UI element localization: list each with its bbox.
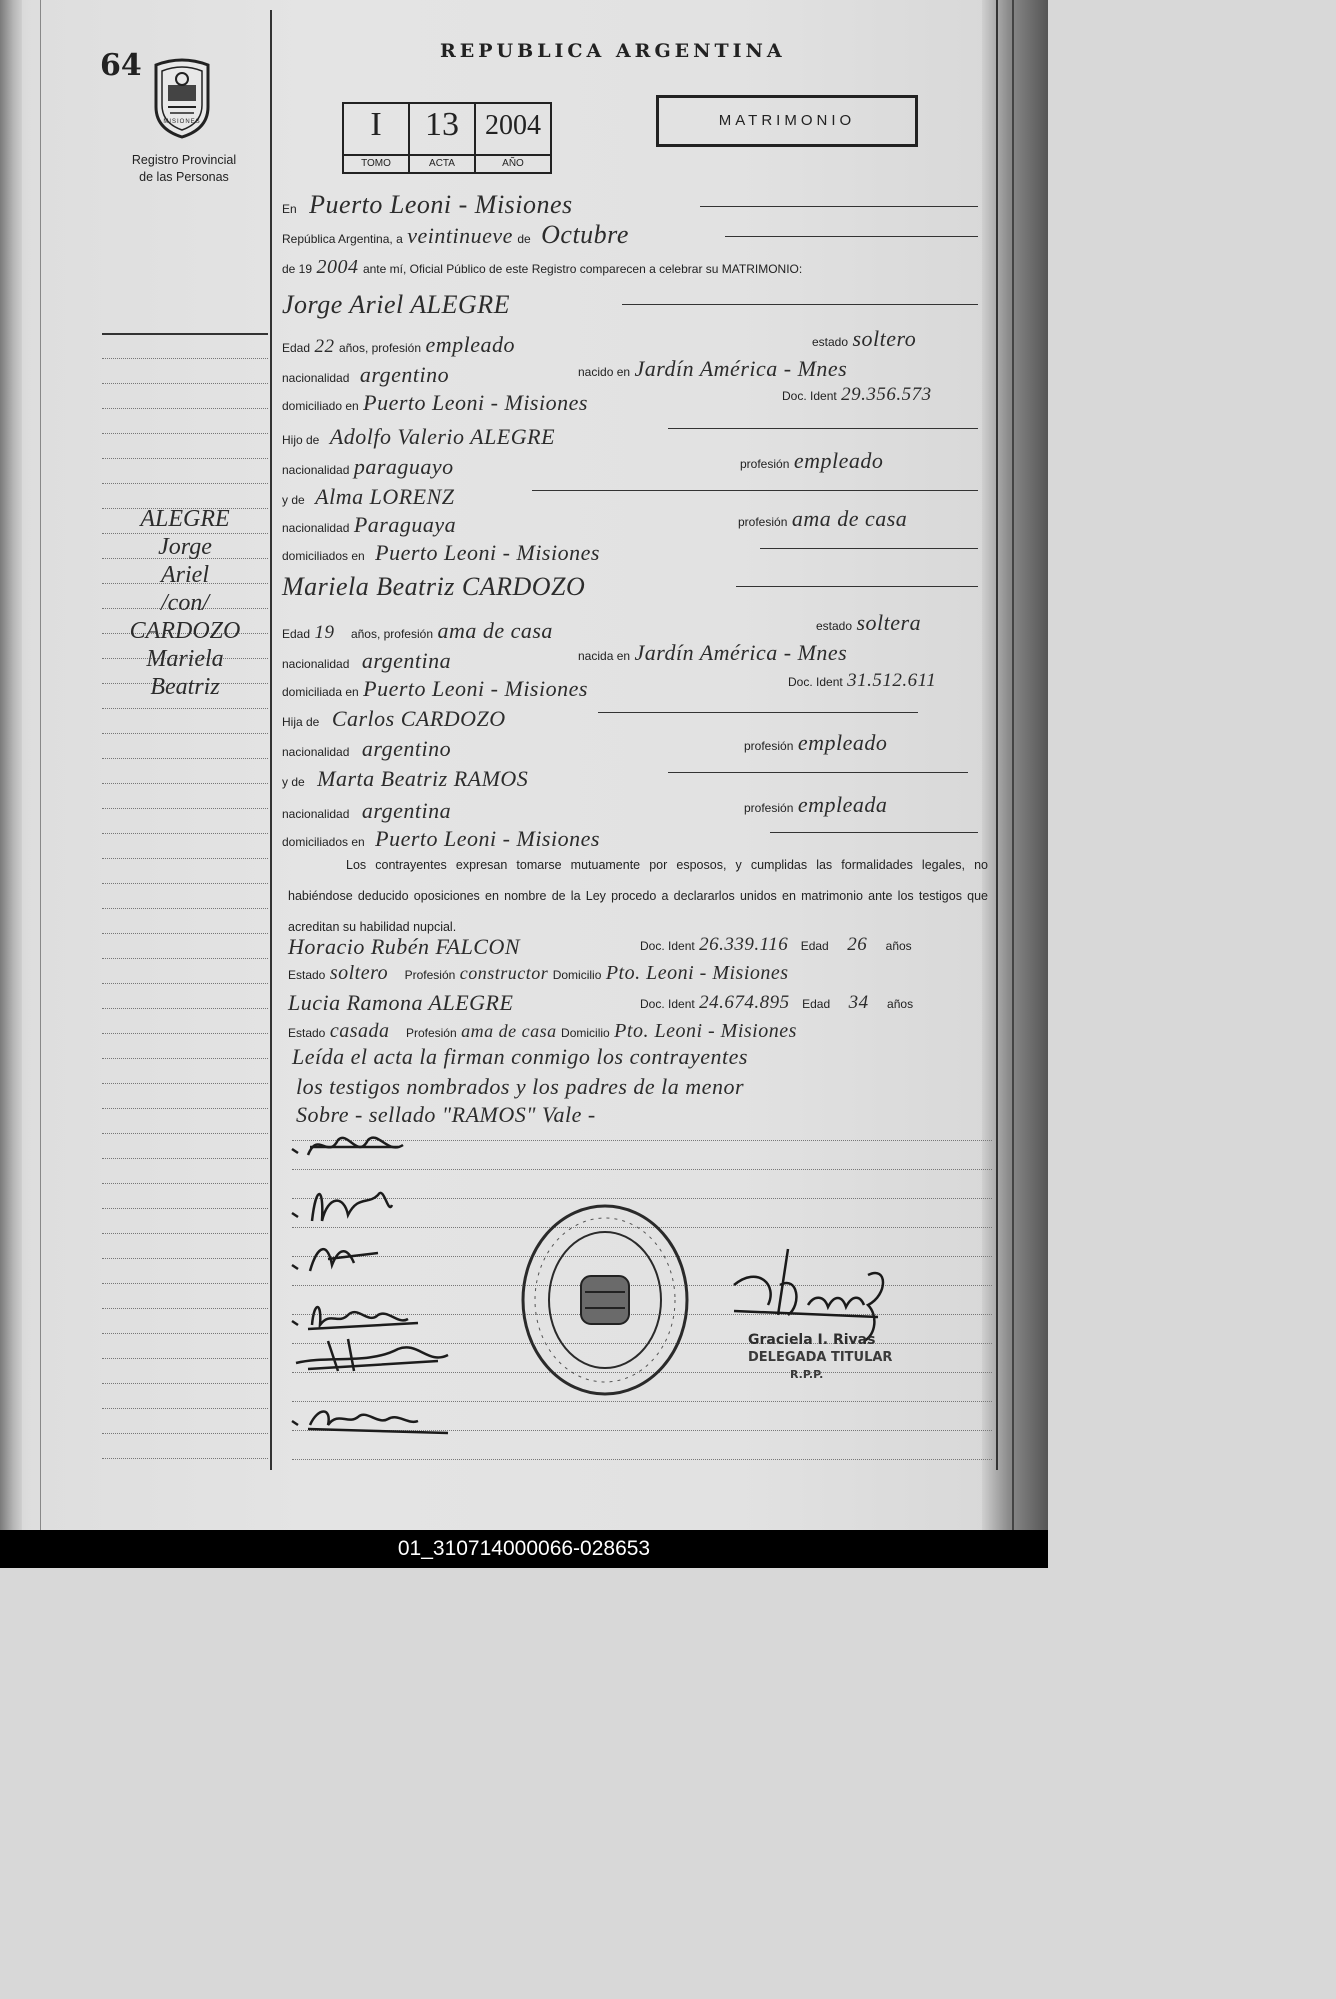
registry-line-2: de las Personas: [139, 170, 229, 184]
bride-mother-nac-row: [282, 798, 451, 824]
groom-nacido-label: nacido en: [578, 365, 631, 379]
place-fill-line: [700, 206, 978, 207]
groom-estado-row: [812, 326, 916, 352]
groom-mother-label: y de: [282, 493, 305, 507]
bride-mother-prof: empleada: [797, 792, 888, 817]
bride-profesion: ama de casa: [437, 618, 553, 643]
groom-father-nac-row: [282, 454, 454, 480]
groom-mother-prof: ama de casa: [791, 506, 908, 531]
footer-id: 01_310714000066-028653: [397, 1537, 651, 1560]
margin-rule: [102, 1283, 268, 1284]
margin-rule-top: [102, 333, 268, 335]
bride-mother-label: y de: [282, 775, 305, 789]
closing-note-line: Leída el acta la firman conmigo los contrayentes: [292, 1044, 748, 1069]
margin-rule: [102, 1308, 268, 1309]
groom-domicilio: Puerto Leoni - Misiones: [363, 390, 588, 415]
groom-nacionalidad: argentino: [359, 362, 450, 387]
bride-name-row: [282, 572, 585, 602]
margin-rule: [102, 408, 268, 409]
margin-rule: [102, 733, 268, 734]
groom-father-line: [668, 428, 978, 429]
witness-2-profesion: ama de casa: [461, 1021, 557, 1041]
witness-1-estado-label: Estado: [288, 968, 326, 982]
anio-cell: [476, 104, 550, 172]
bride-name-line: [736, 586, 978, 587]
margin-rule: [102, 908, 268, 909]
country-title: REPUBLICA ARGENTINA: [440, 40, 786, 62]
margin-rule: [102, 1083, 268, 1084]
bride-doc-label: Doc. Ident: [788, 675, 843, 689]
date-day: veintinueve: [407, 223, 513, 248]
margin-note-line: Ariel: [161, 562, 209, 588]
groom-estado: soltero: [852, 326, 917, 351]
margin-rule: [102, 933, 268, 934]
groom-parents-dom-line: [760, 548, 978, 549]
witness-1-prof-label: Profesión: [404, 968, 456, 982]
page-edge: [982, 0, 1048, 1530]
page-edge-line: [1012, 0, 1014, 1530]
bride-doc-row: [788, 670, 936, 692]
margin-note-line: Beatriz: [150, 674, 220, 700]
body-rule: [292, 1459, 992, 1460]
margin-rule: [102, 1433, 268, 1434]
groom-parents-dom: Puerto Leoni - Misiones: [375, 540, 600, 565]
bride-father-prof-label: profesión: [744, 739, 794, 753]
bride-father-nac-row: [282, 736, 451, 762]
witness-2-edad-label: Edad: [802, 997, 831, 1011]
witness-1-doc-label: Doc. Ident: [640, 939, 695, 953]
bride-father-line: [598, 712, 918, 713]
bride-estado: soltera: [856, 610, 922, 635]
acta-cell: [410, 104, 476, 172]
margin-note-line: Jorge: [158, 534, 212, 560]
witness-2-anios: años: [887, 997, 914, 1011]
witness-1-edad: 26: [847, 934, 868, 955]
margin-rule: [102, 858, 268, 859]
margin-rule: [102, 1458, 268, 1459]
witness-1-doc: 26.339.116: [699, 934, 789, 955]
year-prefix: de 19: [282, 262, 313, 276]
acta-value: 13: [425, 106, 459, 143]
margin-note-line: CARDOZO: [129, 618, 241, 644]
groom-doc-label: Doc. Ident: [782, 389, 837, 403]
groom-mother-prof-row: [738, 506, 907, 532]
bride-father-row: [282, 706, 506, 732]
bride-estado-label: estado: [816, 619, 853, 633]
margin-rule: [102, 433, 268, 434]
margin-rule: [102, 1133, 268, 1134]
seal-text: MISIONES: [163, 119, 201, 125]
groom-mother-nac: Paraguaya: [353, 512, 457, 537]
groom-name: Jorge Ariel ALEGRE: [282, 290, 511, 319]
statement-text: ante mí, Oficial Público de este Registro comparecen a celebrar su MATRIMONIO:: [362, 262, 803, 276]
groom-father-prof-row: [740, 448, 883, 474]
margin-line-outer: [40, 0, 41, 1530]
groom-estado-label: estado: [812, 335, 849, 349]
groom-nac-row: [282, 362, 449, 388]
bride-estado-row: [816, 610, 921, 636]
date-month: Octubre: [541, 220, 629, 249]
witness-1-anios: años: [885, 939, 912, 953]
margin-rule: [102, 983, 268, 984]
bride-nac-row: [282, 648, 451, 674]
margin-rule: [102, 1058, 268, 1059]
margin-rule: [102, 783, 268, 784]
registry-line-1: Registro Provincial: [131, 153, 237, 167]
witness-2-name: Lucia Ramona ALEGRE: [288, 990, 514, 1015]
witness-1-estado-row: [288, 962, 789, 985]
bride-dom-row: [282, 676, 588, 702]
bride-edad: 19: [314, 622, 335, 643]
acta-label: ACTA: [410, 154, 474, 172]
bride-edad-row: [282, 618, 553, 644]
groom-father-label: Hijo de: [282, 433, 320, 447]
groom-dom-row: [282, 390, 588, 416]
bride-dom-label: domiciliada en: [282, 685, 359, 699]
date-prefix: República Argentina, a: [282, 232, 403, 246]
official-stamp: [515, 1200, 695, 1400]
witness-1-estado: soltero: [329, 962, 389, 984]
signature-witness-1: [292, 1249, 378, 1271]
groom-father-row: [282, 424, 555, 450]
groom-edad: 22: [314, 336, 335, 357]
witness-2-estado-row: [288, 1020, 797, 1043]
bride-domicilio: Puerto Leoni - Misiones: [363, 676, 588, 701]
groom-mother-row: [282, 484, 455, 510]
margin-rule: [102, 833, 268, 834]
bride-parents-dom-label: domiciliados en: [282, 835, 365, 849]
bride-father-prof: empleado: [797, 730, 888, 755]
bride-mother-row: [282, 766, 528, 792]
margin-rule: [102, 808, 268, 809]
margin-note: [100, 505, 270, 701]
date-de: de: [517, 232, 531, 246]
margin-rule: [102, 1233, 268, 1234]
witness-2-doc-label: Doc. Ident: [640, 997, 695, 1011]
signature-witness-2: [292, 1307, 418, 1329]
groom-edad-label: Edad: [282, 341, 311, 355]
margin-rule: [102, 1158, 268, 1159]
witness-2-estado: casada: [329, 1020, 390, 1042]
groom-profesion: empleado: [425, 332, 515, 357]
bride-mother-nac-label: nacionalidad: [282, 807, 350, 821]
officer-title: DELEGADA TITULAR: [748, 1350, 893, 1365]
groom-mother: Alma LORENZ: [315, 484, 455, 509]
witness-1-doc-row: [640, 934, 912, 956]
witness-1-row: [288, 934, 520, 960]
groom-father-prof: empleado: [793, 448, 884, 473]
groom-doc: 29.356.573: [841, 384, 932, 405]
groom-edad-row: [282, 332, 515, 358]
groom-prof-label: años, profesión: [338, 341, 421, 355]
margin-rule: [102, 458, 268, 459]
groom-father-prof-label: profesión: [740, 457, 790, 471]
page-number: 64: [100, 48, 142, 83]
margin-rule: [102, 1333, 268, 1334]
province-seal: [148, 55, 216, 139]
margin-rule: [102, 1258, 268, 1259]
witness-1-dom-label: Domicilio: [552, 968, 602, 982]
groom-nacido: Jardín América - Mnes: [634, 356, 848, 381]
tomo-cell: [344, 104, 410, 172]
margin-rule: [102, 383, 268, 384]
anio-value: 2004: [485, 110, 541, 141]
date-year: 2004: [316, 256, 359, 278]
bride-prof-label: años, profesión: [350, 627, 433, 641]
witness-2-dom-label: Domicilio: [561, 1026, 610, 1040]
signature-parent-2: [292, 1412, 448, 1434]
bride-nac-label: nacionalidad: [282, 657, 350, 671]
witness-1-edad-label: Edad: [800, 939, 829, 953]
signature-groom: [292, 1138, 403, 1155]
registry-name: [104, 152, 264, 186]
margin-rule: [102, 1033, 268, 1034]
witness-2-prof-label: Profesión: [405, 1026, 457, 1040]
closing-note: [296, 1074, 744, 1100]
witness-2-doc-row: [640, 992, 913, 1014]
groom-mother-prof-label: profesión: [738, 515, 788, 529]
witness-2-estado-label: Estado: [288, 1026, 326, 1040]
bride-edad-label: Edad: [282, 627, 311, 641]
witness-1-profesion: constructor: [459, 963, 549, 983]
margin-rule: [102, 1408, 268, 1409]
groom-mother-nac-label: nacionalidad: [282, 521, 350, 535]
margin-rule: [102, 1183, 268, 1184]
witness-2-domicilio: Pto. Leoni - Misiones: [614, 1020, 797, 1042]
bride-nacida-label: nacida en: [578, 649, 631, 663]
groom-name-row: [282, 290, 510, 320]
groom-mother-line: [532, 490, 978, 491]
groom-name-line: [622, 304, 978, 305]
tomo-label: TOMO: [344, 154, 408, 172]
place-value: Puerto Leoni - Misiones: [309, 190, 573, 219]
bride-parents-dom: Puerto Leoni - Misiones: [375, 826, 600, 851]
book-spine: [0, 0, 22, 1530]
bride-father-prof-row: [744, 730, 887, 756]
bride-nacida-row: [578, 640, 847, 666]
signature-bride: [292, 1193, 392, 1221]
margin-rule: [102, 758, 268, 759]
tomo-value: I: [370, 106, 382, 143]
closing-note-line: Sobre - sellado "RAMOS" Vale -: [296, 1102, 596, 1127]
signature-parent-1: [296, 1339, 448, 1371]
bride-parents-dom-row: [282, 826, 600, 852]
record-type: MATRIMONIO: [656, 95, 918, 147]
margin-rule: [102, 1383, 268, 1384]
groom-parents-dom-row: [282, 540, 600, 566]
margin-rule: [102, 1008, 268, 1009]
bride-name: Mariela Beatriz CARDOZO: [282, 572, 586, 601]
groom-mother-nac-row: [282, 512, 456, 538]
margin-rule: [102, 1208, 268, 1209]
place-prefix: En: [282, 202, 297, 216]
bride-mother-prof-row: [744, 792, 887, 818]
right-border-line: [996, 0, 998, 1470]
bride-nacionalidad: argentina: [361, 648, 452, 673]
date-row: [282, 220, 629, 250]
groom-nacido-row: [578, 356, 847, 382]
witness-1-name: Horacio Rubén FALCON: [288, 934, 521, 959]
groom-father-nac: paraguayo: [353, 454, 454, 479]
closing-note: [292, 1044, 748, 1070]
margin-rule: [102, 1108, 268, 1109]
bride-mother: Marta Beatriz RAMOS: [317, 766, 529, 791]
officer-reg: R.P.P.: [790, 1368, 824, 1381]
margin-rule: [102, 708, 268, 709]
bride-mother-nac: argentina: [361, 798, 452, 823]
bride-father: Carlos CARDOZO: [331, 706, 506, 731]
record-number-box: [342, 102, 552, 174]
seal-icon: [148, 55, 216, 139]
bride-mother-line: [668, 772, 968, 773]
margin-rule: [102, 883, 268, 884]
closing-note-line: los testigos nombrados y los padres de la menor: [296, 1074, 745, 1099]
declaration-text: Los contrayentes expresan tomarse mutuamente por esposos, y cumplidas las formalidades legales, no habiéndose deducido oposiciones en nombre de la Ley procedo a declararlos unidos en matrimonio ante los testigos que acreditan su habilidad nupcial.: [288, 858, 988, 934]
groom-father: Adolfo Valerio ALEGRE: [329, 424, 556, 449]
bride-mother-prof-label: profesión: [744, 801, 794, 815]
witness-2-doc: 24.674.895: [699, 992, 790, 1013]
bride-nacida: Jardín América - Mnes: [634, 640, 848, 665]
groom-dom-label: domiciliado en: [282, 399, 359, 413]
place-row: [282, 190, 573, 220]
anio-label: AÑO: [476, 154, 550, 172]
witness-2-row: [288, 990, 513, 1016]
margin-note-line: Mariela: [146, 646, 224, 672]
margin-line-inner: [270, 10, 272, 1470]
bride-father-nac: argentino: [361, 736, 452, 761]
margin-rule: [102, 358, 268, 359]
groom-doc-row: [782, 384, 932, 406]
statement-row: [282, 256, 802, 279]
margin-rule: [102, 1358, 268, 1359]
groom-parents-dom-label: domiciliados en: [282, 549, 365, 563]
groom-father-nac-label: nacionalidad: [282, 463, 350, 477]
officer-name: Graciela I. Rivas: [748, 1332, 876, 1348]
witness-2-edad: 34: [848, 992, 869, 1013]
bride-father-nac-label: nacionalidad: [282, 745, 350, 759]
margin-note-line: ALEGRE: [140, 506, 230, 532]
witness-1-domicilio: Pto. Leoni - Misiones: [605, 962, 789, 984]
margin-rule: [102, 958, 268, 959]
groom-nac-label: nacionalidad: [282, 371, 350, 385]
margin-note-line: /con/: [161, 590, 209, 616]
date-fill-line: [725, 236, 978, 237]
margin-rule: [102, 483, 268, 484]
bride-parents-dom-line: [770, 832, 978, 833]
bride-father-label: Hija de: [282, 715, 320, 729]
bride-doc: 31.512.611: [847, 670, 937, 691]
signatures-column: [288, 1125, 468, 1445]
